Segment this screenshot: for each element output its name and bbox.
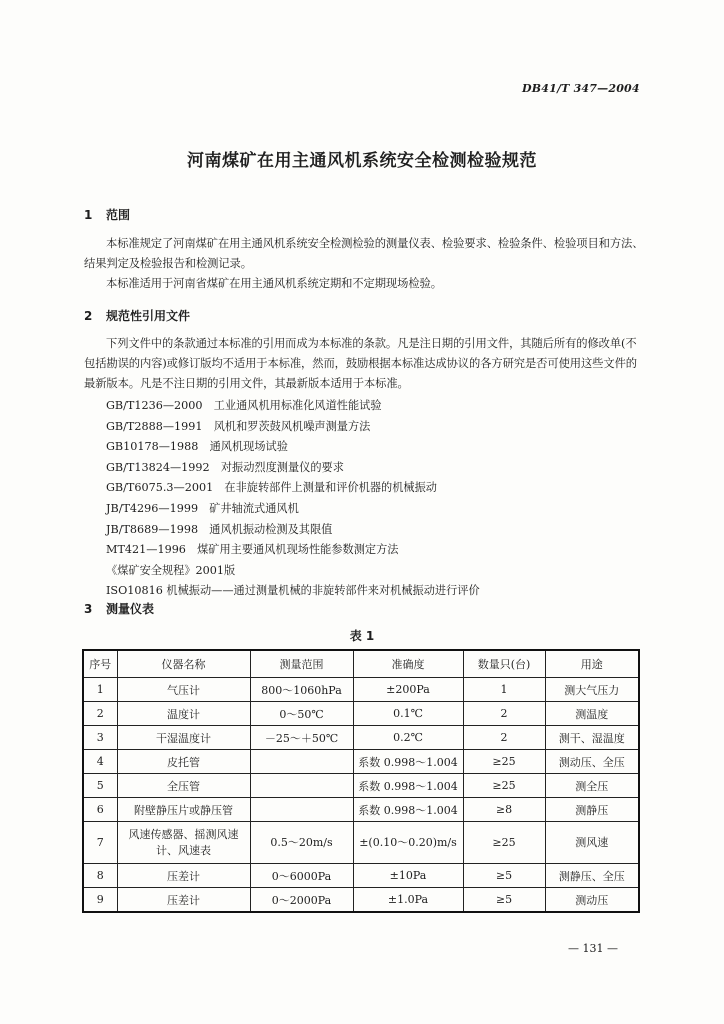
section-2-heading: [84, 307, 190, 324]
table-cell: 压差计: [117, 864, 250, 888]
section-title: 测量仪表: [106, 602, 155, 616]
table-cell: 7: [83, 822, 117, 864]
reference-item: ISO10816 机械振动——通过测量机械的非旋转部件来对机械振动进行评价: [106, 584, 480, 598]
table-row: [83, 864, 639, 888]
table-cell: 测干、湿温度: [545, 726, 639, 750]
section-1-heading: [84, 206, 130, 223]
table-row: [83, 822, 639, 864]
section-number: 1: [84, 208, 93, 222]
table-cell: 风速传感器、摇测风速计、风速表: [117, 822, 250, 864]
table-cell: 测静压、全压: [545, 864, 639, 888]
table-cell: 附壁静压片或静压管: [117, 798, 250, 822]
paragraph: 本标准适用于河南省煤矿在用主通风机系统定期和不定期现场检验。: [106, 277, 442, 290]
paragraph: 下列文件中的条款通过本标准的引用而成为本标准的条款。凡是注日期的引用文件，其随后所有的修改单(不包括勘误的内容)或修订版均不适用于本标准，然而，鼓励根据本标准达成协议的各方研究是否可使用这些文件的最新版本。凡是不注日期的引用文件，其最新版本适用于本标准。: [84, 337, 637, 390]
reference-item: GB/T6075.3—2001 在非旋转部件上测量和评价机器的机械振动: [106, 481, 437, 495]
table-row: [83, 798, 639, 822]
table-cell: 9: [83, 888, 117, 913]
table-cell: 1: [463, 678, 545, 702]
table-cell: －25～＋50℃: [250, 726, 353, 750]
table-cell: 3: [83, 726, 117, 750]
table-cell: ±200Pa: [353, 678, 463, 702]
column-header: 用途: [545, 650, 639, 678]
table-header-row: [83, 650, 639, 678]
reference-item: MT421—1996 煤矿用主要通风机现场性能参数测定方法: [106, 543, 399, 557]
table-cell: ≥25: [463, 750, 545, 774]
table-cell: 皮托管: [117, 750, 250, 774]
table-cell: 全压管: [117, 774, 250, 798]
table-cell: 干湿温度计: [117, 726, 250, 750]
table-cell: 测动压、全压: [545, 750, 639, 774]
table-row: [83, 678, 639, 702]
section-3-heading: [84, 600, 154, 617]
table-row: [83, 750, 639, 774]
table-cell: 温度计: [117, 702, 250, 726]
reference-list: [106, 396, 480, 602]
column-header: 序号: [83, 650, 117, 678]
table-cell: 0.5～20m/s: [250, 822, 353, 864]
table-cell: ±10Pa: [353, 864, 463, 888]
table-cell: 0～2000Pa: [250, 888, 353, 913]
table-caption: 表 1: [349, 629, 375, 643]
standard-code: DB41/T 347—2004: [522, 82, 640, 95]
table-cell: ≥5: [463, 864, 545, 888]
table-cell: ±(0.10～0.20)m/s: [353, 822, 463, 864]
table-row: [83, 888, 639, 913]
table-cell: 气压计: [117, 678, 250, 702]
table-cell: 测动压: [545, 888, 639, 913]
table-row: [83, 702, 639, 726]
table-cell: 8: [83, 864, 117, 888]
section-number: 3: [84, 602, 93, 616]
section-number: 2: [84, 309, 93, 323]
table-row: [83, 774, 639, 798]
table-cell: ≥25: [463, 774, 545, 798]
document-title: 河南煤矿在用主通风机系统安全检测检验规范: [187, 151, 537, 171]
reference-item: 《煤矿安全规程》2001版: [106, 563, 236, 577]
table-cell: 2: [463, 726, 545, 750]
table-cell: [250, 750, 353, 774]
table-cell: 2: [463, 702, 545, 726]
table-cell: 5: [83, 774, 117, 798]
table-cell: 测风速: [545, 822, 639, 864]
table-cell: 测静压: [545, 798, 639, 822]
reference-item: JB/T4296—1999 矿井轴流式通风机: [106, 501, 299, 515]
table-cell: ≥5: [463, 888, 545, 913]
section-2-body: [84, 334, 644, 394]
reference-item: GB/T2888—1991 风机和罗茨鼓风机噪声测量方法: [106, 419, 371, 433]
column-header: 数量只(台): [463, 650, 545, 678]
instrument-table: [82, 649, 640, 913]
table-cell: 测全压: [545, 774, 639, 798]
table-row: [83, 726, 639, 750]
column-header: 仪器名称: [117, 650, 250, 678]
table-cell: 压差计: [117, 888, 250, 913]
table-cell: 0.1℃: [353, 702, 463, 726]
table-cell: 800～1060hPa: [250, 678, 353, 702]
table-cell: ≥8: [463, 798, 545, 822]
table-cell: [250, 774, 353, 798]
table-cell: 2: [83, 702, 117, 726]
section-title: 规范性引用文件: [106, 309, 191, 323]
column-header: 测量范围: [250, 650, 353, 678]
paragraph: 本标准规定了河南煤矿在用主通风机系统安全检测检验的测量仪表、检验要求、检验条件、检验项目和方法、结果判定及检验报告和检测记录。: [84, 237, 644, 270]
column-header: 准确度: [353, 650, 463, 678]
table-cell: 0～6000Pa: [250, 864, 353, 888]
table-cell: 4: [83, 750, 117, 774]
page-number: — 131 —: [568, 942, 618, 955]
table-cell: 测大气压力: [545, 678, 639, 702]
reference-item: GB/T1236—2000 工业通风机用标准化风道性能试验: [106, 399, 382, 412]
table-cell: [250, 798, 353, 822]
table-cell: 测温度: [545, 702, 639, 726]
table-cell: ±1.0Pa: [353, 888, 463, 913]
reference-item: JB/T8689—1998 通风机振动检测及其限值: [106, 522, 333, 536]
table-cell: ≥25: [463, 822, 545, 864]
table-cell: 1: [83, 678, 117, 702]
section-title: 范围: [106, 208, 131, 222]
table-cell: 系数 0.998～1.004: [353, 798, 463, 822]
reference-item: GB/T13824—1992 对振动烈度测量仪的要求: [106, 460, 344, 474]
reference-item: GB10178—1988 通风机现场试验: [106, 440, 288, 454]
table-cell: 系数 0.998～1.004: [353, 750, 463, 774]
table-cell: 0～50℃: [250, 702, 353, 726]
section-1-body: [84, 234, 644, 294]
table-cell: 系数 0.998～1.004: [353, 774, 463, 798]
table-cell: 6: [83, 798, 117, 822]
table-cell: 0.2℃: [353, 726, 463, 750]
